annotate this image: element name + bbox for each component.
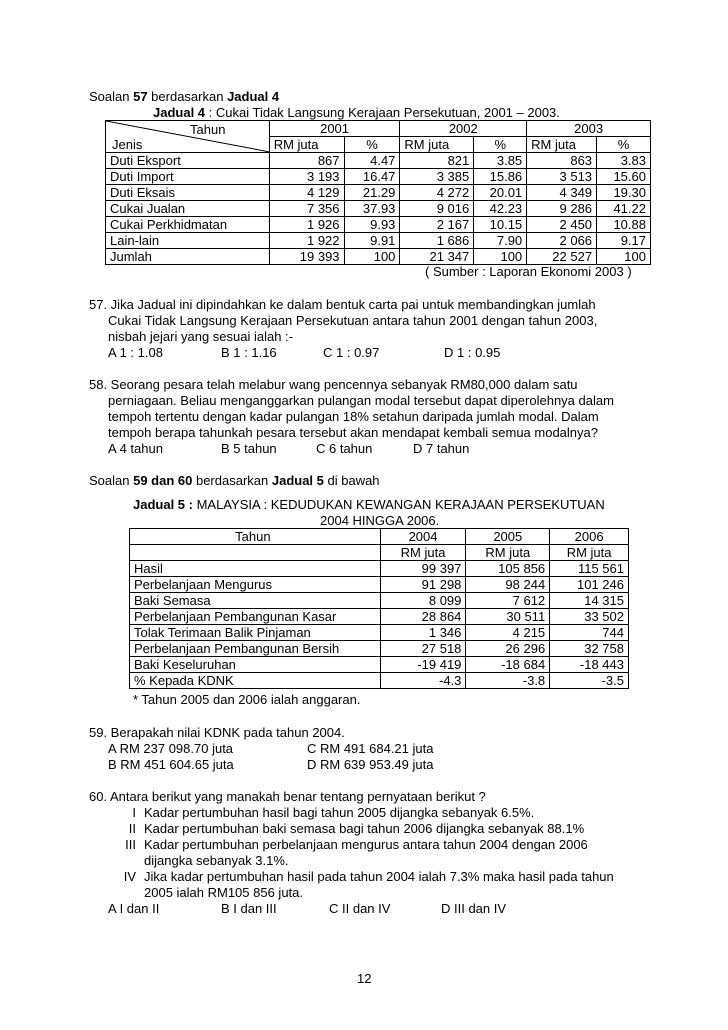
table4-cell: 19 393 — [269, 249, 344, 265]
table4-cell: 19.30 — [597, 185, 651, 201]
table5-cell: 14 315 — [550, 593, 629, 609]
table4-cell: 42.23 — [474, 201, 527, 217]
intro-57-pre: Soalan — [89, 89, 134, 104]
intro-59-60 — [89, 473, 380, 488]
table-row — [106, 169, 651, 185]
intro-59-num: 59 dan 60 — [133, 473, 193, 488]
table-row — [130, 673, 629, 689]
table5-cell: 1 346 — [380, 625, 466, 641]
table4-cell: 867 — [269, 153, 344, 169]
table4-cell: 9.91 — [344, 233, 400, 249]
table4-caption-text: : Cukai Tidak Langsung Kerajaan Persekutuan, 2001 – 2003. — [205, 105, 560, 120]
q60-statement-num: IV — [123, 869, 136, 884]
table5-cell: 99 397 — [380, 561, 466, 577]
table-row — [106, 217, 651, 233]
table-row — [130, 657, 629, 673]
table5-cell: 101 246 — [550, 577, 629, 593]
table5-row-label: % Kepada KDNK — [130, 673, 381, 689]
table4-corner-cell — [106, 121, 270, 153]
table5-cell: 27 518 — [380, 641, 466, 657]
table5-row-label: Perbelanjaan Pembangunan Kasar — [130, 609, 381, 625]
q60-option-a: A I dan II — [108, 901, 160, 916]
intro-59-mid: berdasarkan — [192, 473, 272, 488]
table5-unit: RM juta — [380, 545, 466, 561]
q60-option-d: D III dan IV — [441, 901, 507, 916]
table-row — [130, 625, 629, 641]
table5-caption-text: MALAYSIA : KEDUDUKAN KEWANGAN KERAJAAN PERSEKUTUAN — [192, 497, 605, 512]
table5-row-label: Tolak Terimaan Balik Pinjaman — [130, 625, 381, 641]
table-row — [106, 249, 651, 265]
table-row — [106, 185, 651, 201]
table5-cell: -19 419 — [380, 657, 466, 673]
table5-header-tahun: Tahun — [130, 529, 381, 545]
table4-cell: 10.88 — [597, 217, 651, 233]
table5-year: 2006 — [550, 529, 629, 545]
q58-option-b: B 5 tahun — [221, 441, 277, 456]
table-row — [130, 561, 629, 577]
table4-header-tahun: Tahun — [190, 121, 226, 137]
table5-cell: -18 684 — [466, 657, 550, 673]
table-row — [106, 201, 651, 217]
q60-statement-text: Kadar pertumbuhan perbelanjaan mengurus antara tahun 2004 dengan 2006 — [144, 837, 588, 852]
table5-year: 2004 — [380, 529, 466, 545]
table5-cell: 98 244 — [466, 577, 550, 593]
q60-statement-text: dijangka sebanyak 3.1%. — [144, 853, 289, 868]
page-number: 12 — [357, 971, 372, 986]
table4-cell: 4 272 — [400, 185, 474, 201]
table4-cell: 100 — [597, 249, 651, 265]
table4-cell: 16.47 — [344, 169, 400, 185]
q57-line: nisbah jejari yang sesuai ialah :- — [108, 329, 293, 344]
q59-option-a: A RM 237 098.70 juta — [108, 741, 234, 756]
table5-row-label: Hasil — [130, 561, 381, 577]
table4-year: 2001 — [269, 121, 400, 137]
table4-year: 2002 — [400, 121, 527, 137]
intro-57-mid: berdasarkan — [147, 89, 228, 104]
table-row — [130, 609, 629, 625]
table4-cell: 863 — [527, 153, 597, 169]
table4-cell: 9.93 — [344, 217, 400, 233]
table5-caption-line2: 2004 HINGGA 2006. — [320, 513, 440, 528]
table4-caption-label: Jadual 4 — [153, 105, 206, 120]
q58-line: 58. Seorang pesara telah melabur wang pencennya sebanyak RM80,000 dalam satu — [89, 377, 578, 392]
q58-option-a: A 4 tahun — [108, 441, 163, 456]
table4-unit: RM juta — [400, 137, 474, 153]
table4-cell: 15.60 — [597, 169, 651, 185]
q60-line: 60. Antara berikut yang manakah benar tentang pernyataan berikut ? — [89, 789, 486, 804]
table4-year: 2003 — [527, 121, 651, 137]
table5-cell: 7 612 — [466, 593, 550, 609]
table4-cell: 4 129 — [269, 185, 344, 201]
table5-cell: 115 561 — [550, 561, 629, 577]
table4-header-jenis: Jenis — [112, 136, 143, 152]
q57-line: 57. Jika Jadual ini dipindahkan ke dalam bentuk carta pai untuk membandingkan jumlah — [89, 297, 596, 312]
table5-cell: 30 511 — [466, 609, 550, 625]
table4-cell: 20.01 — [474, 185, 527, 201]
q58-line: tempoh berapa tahunkah pesara tersebut akan mendapat kembali semua modalnya? — [108, 425, 598, 440]
table4-row-label: Duti Eksais — [106, 185, 270, 201]
table-row — [130, 593, 629, 609]
table4-unit: % — [474, 137, 527, 153]
table4-cell: 3 193 — [269, 169, 344, 185]
table5-row-label: Baki Keseluruhan — [130, 657, 381, 673]
table4-row-label: Cukai Jualan — [106, 201, 270, 217]
table5-cell: 33 502 — [550, 609, 629, 625]
q58-option-c: C 6 tahun — [316, 441, 373, 456]
table-row — [106, 233, 651, 249]
table4-cell: 21 347 — [400, 249, 474, 265]
table4-unit: % — [597, 137, 651, 153]
q57-option-b: B 1 : 1.16 — [221, 345, 277, 360]
table5-cell: 8 099 — [380, 593, 466, 609]
table4-cell: 1 926 — [269, 217, 344, 233]
q59-line: 59. Berapakah nilai KDNK pada tahun 2004. — [89, 725, 345, 740]
table5-note: * Tahun 2005 dan 2006 ialah anggaran. — [133, 692, 361, 707]
q57-line: Cukai Tidak Langsung Kerajaan Persekutuan antara tahun 2001 dengan tahun 2003, — [108, 313, 598, 328]
intro-57 — [89, 89, 279, 104]
table-row — [130, 641, 629, 657]
table4-cell: 2 450 — [527, 217, 597, 233]
q58-line: tempoh tertentu dengan kadar pulangan 18% setahun daripada jumlah modal. Dalam — [108, 409, 599, 424]
table4-cell: 821 — [400, 153, 474, 169]
table5-unit: RM juta — [466, 545, 550, 561]
q60-statement-text: 2005 ialah RM105 856 juta. — [144, 885, 304, 900]
table5-cell: 32 758 — [550, 641, 629, 657]
table4-cell: 3 385 — [400, 169, 474, 185]
table4-cell: 100 — [474, 249, 527, 265]
q60-option-c: C II dan IV — [329, 901, 391, 916]
q57-option-d: D 1 : 0.95 — [444, 345, 501, 360]
table4-cell: 2 066 — [527, 233, 597, 249]
table4-cell: 4.47 — [344, 153, 400, 169]
intro-57-num: 57 — [133, 89, 148, 104]
q59-option-d: D RM 639 953.49 juta — [307, 757, 434, 772]
intro-59-post: di bawah — [323, 473, 380, 488]
table4-source: ( Sumber : Laporan Ekonomi 2003 ) — [425, 264, 632, 279]
table-5 — [129, 528, 629, 689]
table4-row-label: Cukai Perkhidmatan — [106, 217, 270, 233]
table5-row-label: Baki Semasa — [130, 593, 381, 609]
table5-cell: -3.5 — [550, 673, 629, 689]
q60-option-b: B I dan III — [221, 901, 277, 916]
table4-unit: RM juta — [527, 137, 597, 153]
table4-row-label: Lain-lain — [106, 233, 270, 249]
table4-cell: 7.90 — [474, 233, 527, 249]
q60-statement-num: III — [125, 837, 136, 852]
table5-cell: 26 296 — [466, 641, 550, 657]
table4-cell: 22 527 — [527, 249, 597, 265]
q59-option-b: B RM 451 604.65 juta — [108, 757, 234, 772]
q59-option-c: C RM 491 684.21 juta — [307, 741, 434, 756]
table-row — [106, 153, 651, 169]
table4-cell: 3.83 — [597, 153, 651, 169]
table4-cell: 21.29 — [344, 185, 400, 201]
table5-year: 2005 — [466, 529, 550, 545]
intro-59-pre: Soalan — [89, 473, 134, 488]
table5-cell: 91 298 — [380, 577, 466, 593]
table5-row-label: Perbelanjaan Pembangunan Bersih — [130, 641, 381, 657]
table4-cell: 7 356 — [269, 201, 344, 217]
table4-cell: 37.93 — [344, 201, 400, 217]
intro-59-ref: Jadual 5 — [271, 473, 324, 488]
table4-cell: 1 922 — [269, 233, 344, 249]
table4-cell: 100 — [344, 249, 400, 265]
q58-line: perniagaan. Beliau menganggarkan pulangan modal tersebut dapat diperolehnya dalam — [108, 393, 614, 408]
table4-row-label: Duti Import — [106, 169, 270, 185]
table4-cell: 3 513 — [527, 169, 597, 185]
table5-cell: -3.8 — [466, 673, 550, 689]
table4-cell: 9 016 — [400, 201, 474, 217]
table4-row-label: Duti Eksport — [106, 153, 270, 169]
table4-unit: % — [344, 137, 400, 153]
q60-statement-num: II — [128, 821, 136, 836]
table5-empty-cell — [130, 545, 381, 561]
table4-unit: RM juta — [269, 137, 344, 153]
table5-cell: -18 443 — [550, 657, 629, 673]
q57-option-a: A 1 : 1.08 — [108, 345, 163, 360]
q58-option-d: D 7 tahun — [413, 441, 470, 456]
table5-cell: 105 856 — [466, 561, 550, 577]
table5-cell: -4.3 — [380, 673, 466, 689]
table4-cell: 9 286 — [527, 201, 597, 217]
table4-cell: 9.17 — [597, 233, 651, 249]
table5-row-label: Perbelanjaan Mengurus — [130, 577, 381, 593]
table4-caption — [153, 105, 560, 120]
q60-statement-text: Jika kadar pertumbuhan hasil pada tahun 2004 ialah 7.3% maka hasil pada tahun — [144, 869, 614, 884]
table5-caption — [133, 497, 605, 512]
table4-cell: 2 167 — [400, 217, 474, 233]
table5-cell: 744 — [550, 625, 629, 641]
table4-cell: 41.22 — [597, 201, 651, 217]
table5-cell: 28 864 — [380, 609, 466, 625]
table-row — [130, 577, 629, 593]
table5-cell: 4 215 — [466, 625, 550, 641]
table4-cell: 4 349 — [527, 185, 597, 201]
intro-57-ref: Jadual 4 — [227, 89, 280, 104]
table4-cell: 10.15 — [474, 217, 527, 233]
table4-cell: 3.85 — [474, 153, 527, 169]
q57-option-c: C 1 : 0.97 — [323, 345, 380, 360]
table-4 — [105, 120, 651, 265]
table5-unit: RM juta — [550, 545, 629, 561]
table4-cell: 1 686 — [400, 233, 474, 249]
table4-row-label: Jumlah — [106, 249, 270, 265]
table5-caption-label: Jadual 5 : — [133, 497, 193, 512]
q60-statement-text: Kadar pertumbuhan baki semasa bagi tahun 2006 dijangka sebanyak 88.1% — [144, 821, 585, 836]
table4-cell: 15.86 — [474, 169, 527, 185]
q60-statement-text: Kadar pertumbuhan hasil bagi tahun 2005 dijangka sebanyak 6.5%. — [144, 805, 535, 820]
q60-statement-num: I — [132, 805, 136, 820]
